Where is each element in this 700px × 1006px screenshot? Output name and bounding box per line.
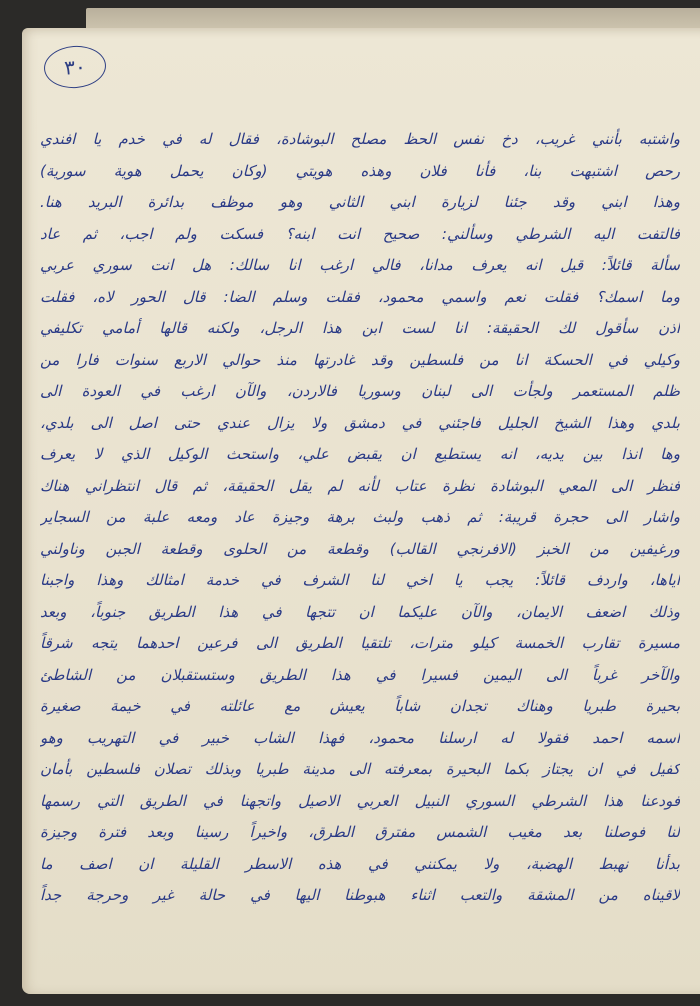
text-line: وذلك اضعف الايمان، والآن عليكما ان تتجها في هذا الطريق جنوباً، وبعد bbox=[40, 602, 680, 621]
text-line: اياها، واردف قائلاً: يجب يا اخي لنا الشرف في خدمة امثالك وهذا واجبنا bbox=[40, 571, 680, 589]
text-line: وما اسمك؟ فقلت نعم واسمي محمود، فقلت وسلم الضا: قال الحور لاه، فقلت bbox=[40, 287, 680, 306]
text-line: وها انذا بين يديه، انه يستطيع ان يقبض علي، واستحث الوكيل الذي لا يعرف bbox=[40, 445, 680, 463]
text-line: ورغيفين من الخبز (الافرنجي القالب) وقطعة من الحلوى وقطعة الجبن وناولني bbox=[40, 539, 680, 558]
text-line: لاقيناه من المشقة والتعب اثناء هبوطنا اليها في حالة غير وحرجة جداً bbox=[40, 886, 680, 904]
text-line: بدأنا نهبط الهضبة، ولا يمكنني في هذه الاسطر القليلة ان اصف ما bbox=[40, 854, 680, 873]
text-line: مسيرة تقارب الخمسة كيلو مترات، تلتقيا الطريق الى فرعين احدهما يتجه شرقاً bbox=[40, 634, 680, 652]
text-line: بحيرة طبريا وهناك تجدان شاباً يعيش مع عائلته في خيمة صغيرة bbox=[40, 697, 680, 715]
text-line: فالتفت اليه الشرطي وسألني: صحيح انت ابنه؟ فسكت ولم اجب، ثم عاد bbox=[40, 224, 680, 243]
text-line: رحص اشتبهت بنا، فأنا فلان وهذه هويتي (وكان يحمل هوية سورية) bbox=[40, 161, 680, 180]
text-line: سألة قائلاً: قيل انه يعرف مدانا، فالي ارغب انا سالك: هل انت سوري عربي bbox=[40, 256, 680, 274]
handwritten-text bbox=[40, 124, 680, 912]
text-line: وكيلي في الحسكة انا من فلسطين وقد غادرتها منذ حوالي الاربع سنوات فارا من bbox=[40, 350, 680, 369]
text-line: لنا فوصلنا بعد مغيب الشمس مفترق الطرق، واخيراً رسينا وبعد فترة وجيزة bbox=[40, 823, 680, 841]
text-line: ظلم المستعمر ولجأت الى لبنان وسوريا فالاردن، والآن ارغب في العودة الى bbox=[40, 382, 680, 400]
text-line: بلدي وهذا الشيخ الجليل فاجئني في دمشق ولا يزال عندي حتى اصل الى بلدي، bbox=[40, 413, 680, 432]
text-line: وهذا ابني وقد جئنا لزيارة ابني الثاني وهو موظف بدائرة البريد هنا. bbox=[40, 193, 680, 211]
text-line: كفيل في ان يجتاز بكما البحيرة بمعرفته الى مدينة طبريا وبذلك تصلان فلسطين بأمان bbox=[40, 760, 680, 778]
text-line: واشتبه بأنني غريب، دخ نفس الحظ مصلح البوشادة، فقال له في خدم يا افندي bbox=[40, 130, 680, 148]
page-number: ٣٠ bbox=[43, 44, 108, 90]
text-line: والآخر غرباً الى اليمين فسيرا في هذا الطريق وستستقبلان من الشاطئ bbox=[40, 665, 680, 684]
text-line: فنظر الى المعي البوشادة نظرة عتاب لأنه لم يقل الحقيقة، ثم قال انتظراني هناك bbox=[40, 476, 680, 495]
text-line: فودعنا هذا الشرطي السوري النبيل العربي الاصيل واتجهنا في الطريق التي رسمها bbox=[40, 791, 680, 810]
notebook-page bbox=[22, 28, 700, 994]
text-line: واشار الى حجرة قريبة: ثم ذهب ولبث برهة وجيزة عاد ومعه علبة من السجاير bbox=[40, 508, 680, 526]
text-line: اسمه احمد فقولا له ارسلنا محمود، فهذا الشاب خبير في التهريب وهو bbox=[40, 728, 680, 747]
text-line: اذن سأقول لك الحقيقة: انا لست ابن هذا الرجل، ولكنه قالها أمامي تكليفي bbox=[40, 319, 680, 337]
